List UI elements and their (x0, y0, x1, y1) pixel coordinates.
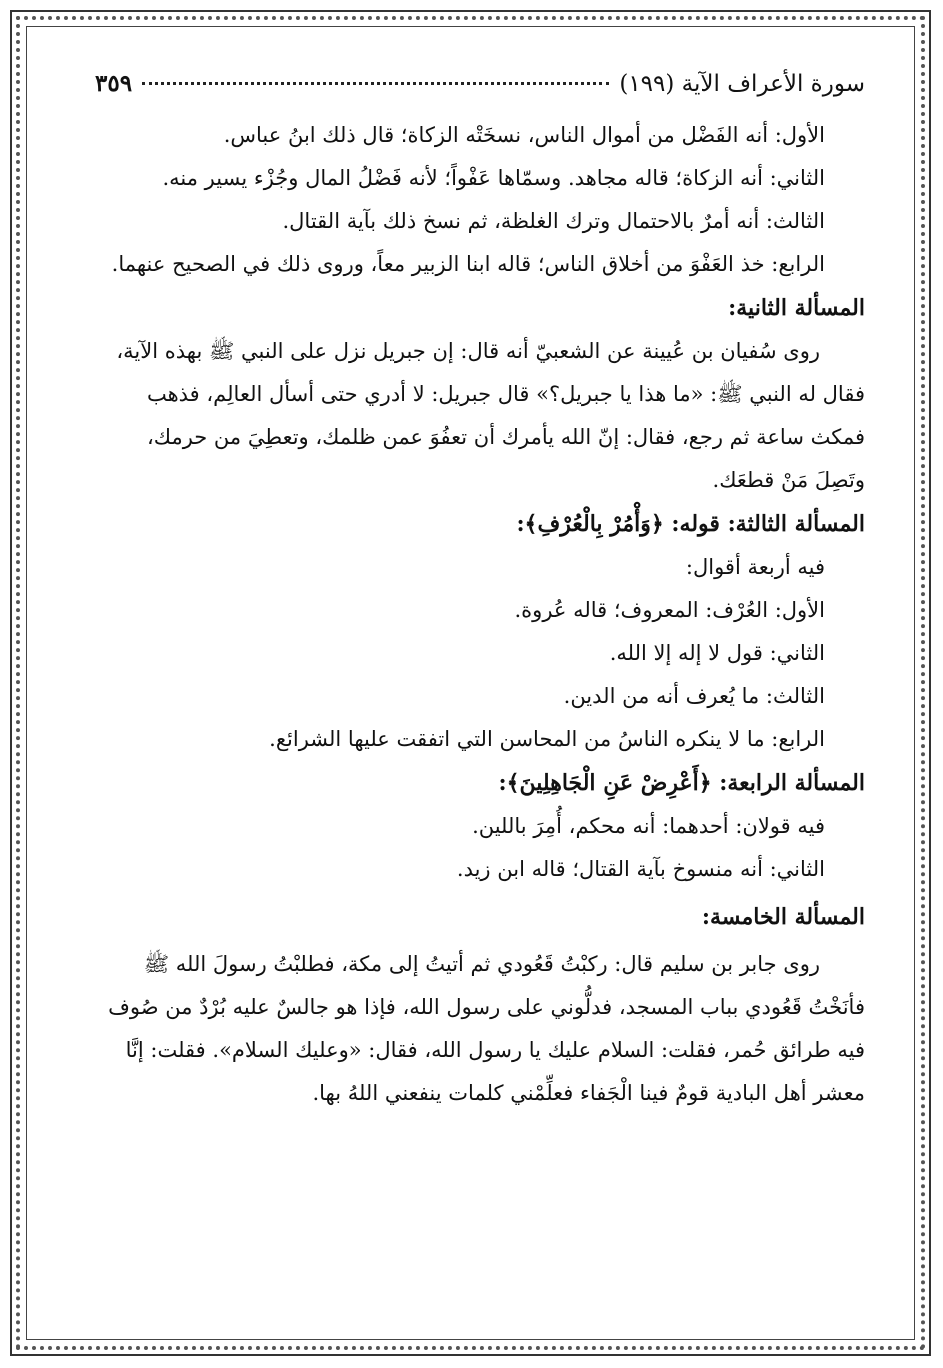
mas3-line: الثالث: ما يُعرف أنه من الدين. (563, 684, 825, 708)
opinion-4: الرابع: خذ العَفْوَ من أخلاق الناس؛ قاله ابنا الزبير معاً، وروى ذلك في الصحيح عنهما. (111, 252, 825, 276)
mas3-line: الأول: العُرْف: المعروف؛ قاله عُروة. (514, 598, 825, 622)
header-dot-leader (142, 82, 609, 85)
heading-mas4: المسألة الرابعة: ﴿أَعْرِضْ عَنِ الْجَاهِلِينَ﴾: (498, 770, 865, 796)
opinion-3: الثالث: أنه أمرٌ بالاحتمال وترك الغلظة، ثم نسخ ذلك بآية القتال. (282, 209, 825, 233)
mas3-list (95, 546, 865, 761)
mas3-line: فيه أربعة أقوال: (685, 555, 825, 579)
mas3-line: الثاني: قول لا إله إلا الله. (609, 641, 825, 665)
mas4-line: فيه قولان: أحدهما: أنه محكم، أُمِرَ باللين. (472, 814, 825, 838)
mas3-line: الرابع: ما لا ينكره الناسُ من المحاسن التي اتفقت عليها الشرائع. (269, 727, 825, 751)
heading-mas5: المسألة الخامسة: (701, 904, 865, 930)
document-page (95, 70, 865, 1115)
mas4-line: الثاني: أنه منسوخ بآية القتال؛ قاله ابن زيد. (456, 857, 825, 881)
heading-mas3: المسألة الثالثة: قوله: ﴿وَأْمُرْ بِالْعُرْفِ﴾: (516, 511, 865, 537)
header-title: سورة الأعراف الآية (١٩٩) (619, 71, 865, 97)
page-number: ٣٥٩ (95, 70, 133, 97)
opinion-2: الثاني: أنه الزكاة؛ قاله مجاهد. وسمّاها عَفْواً؛ لأنه فَضْلُ المال وجُزْء يسير منه. (162, 166, 825, 190)
section-opinions (95, 114, 865, 286)
mas5-paragraph: روى جابر بن سليم قال: ركبْتُ قَعُودي ثم أتيتُ إلى مكة، فطلبْتُ رسولَ الله ﷺ فأنَخْتُ قَعُودي بباب المسجد، فدلُّوني على رسول الله، فإذا هو جالسٌ عليه بُرْدٌ من صُوف فيه طرائق حُمر، فقلت: السلام عليك يا رسول الله، فقال: «وعليك السلام». فقلت: إنَّا معشر أهل البادية قومٌ فينا الْجَفاء فعلِّمْني كلمات ينفعني اللهُ بها. (108, 952, 865, 1105)
mas2-paragraph: روى سُفيان بن عُيينة عن الشعبيّ أنه قال: إن جبريل نزل على النبي ﷺ بهذه الآية، فقال له النبي ﷺ: «ما هذا يا جبريل؟» قال جبريل: لا أدري حتى أسأل العالِم، فذهب فمكث ساعة ثم رجع، فقال: إنّ الله يأمرك أن تعفُوَ عمن ظلمك، وتعطِيَ من حرمك، وتَصِلَ مَنْ قطعَك. (116, 339, 865, 492)
opinion-1: الأول: أنه الفَضْل من أموال الناس، نسخَتْه الزكاة؛ قال ذلك ابنُ عباس. (223, 123, 825, 147)
mas4-list (95, 805, 865, 891)
running-header (95, 70, 865, 110)
heading-mas2: المسألة الثانية: (728, 295, 865, 321)
